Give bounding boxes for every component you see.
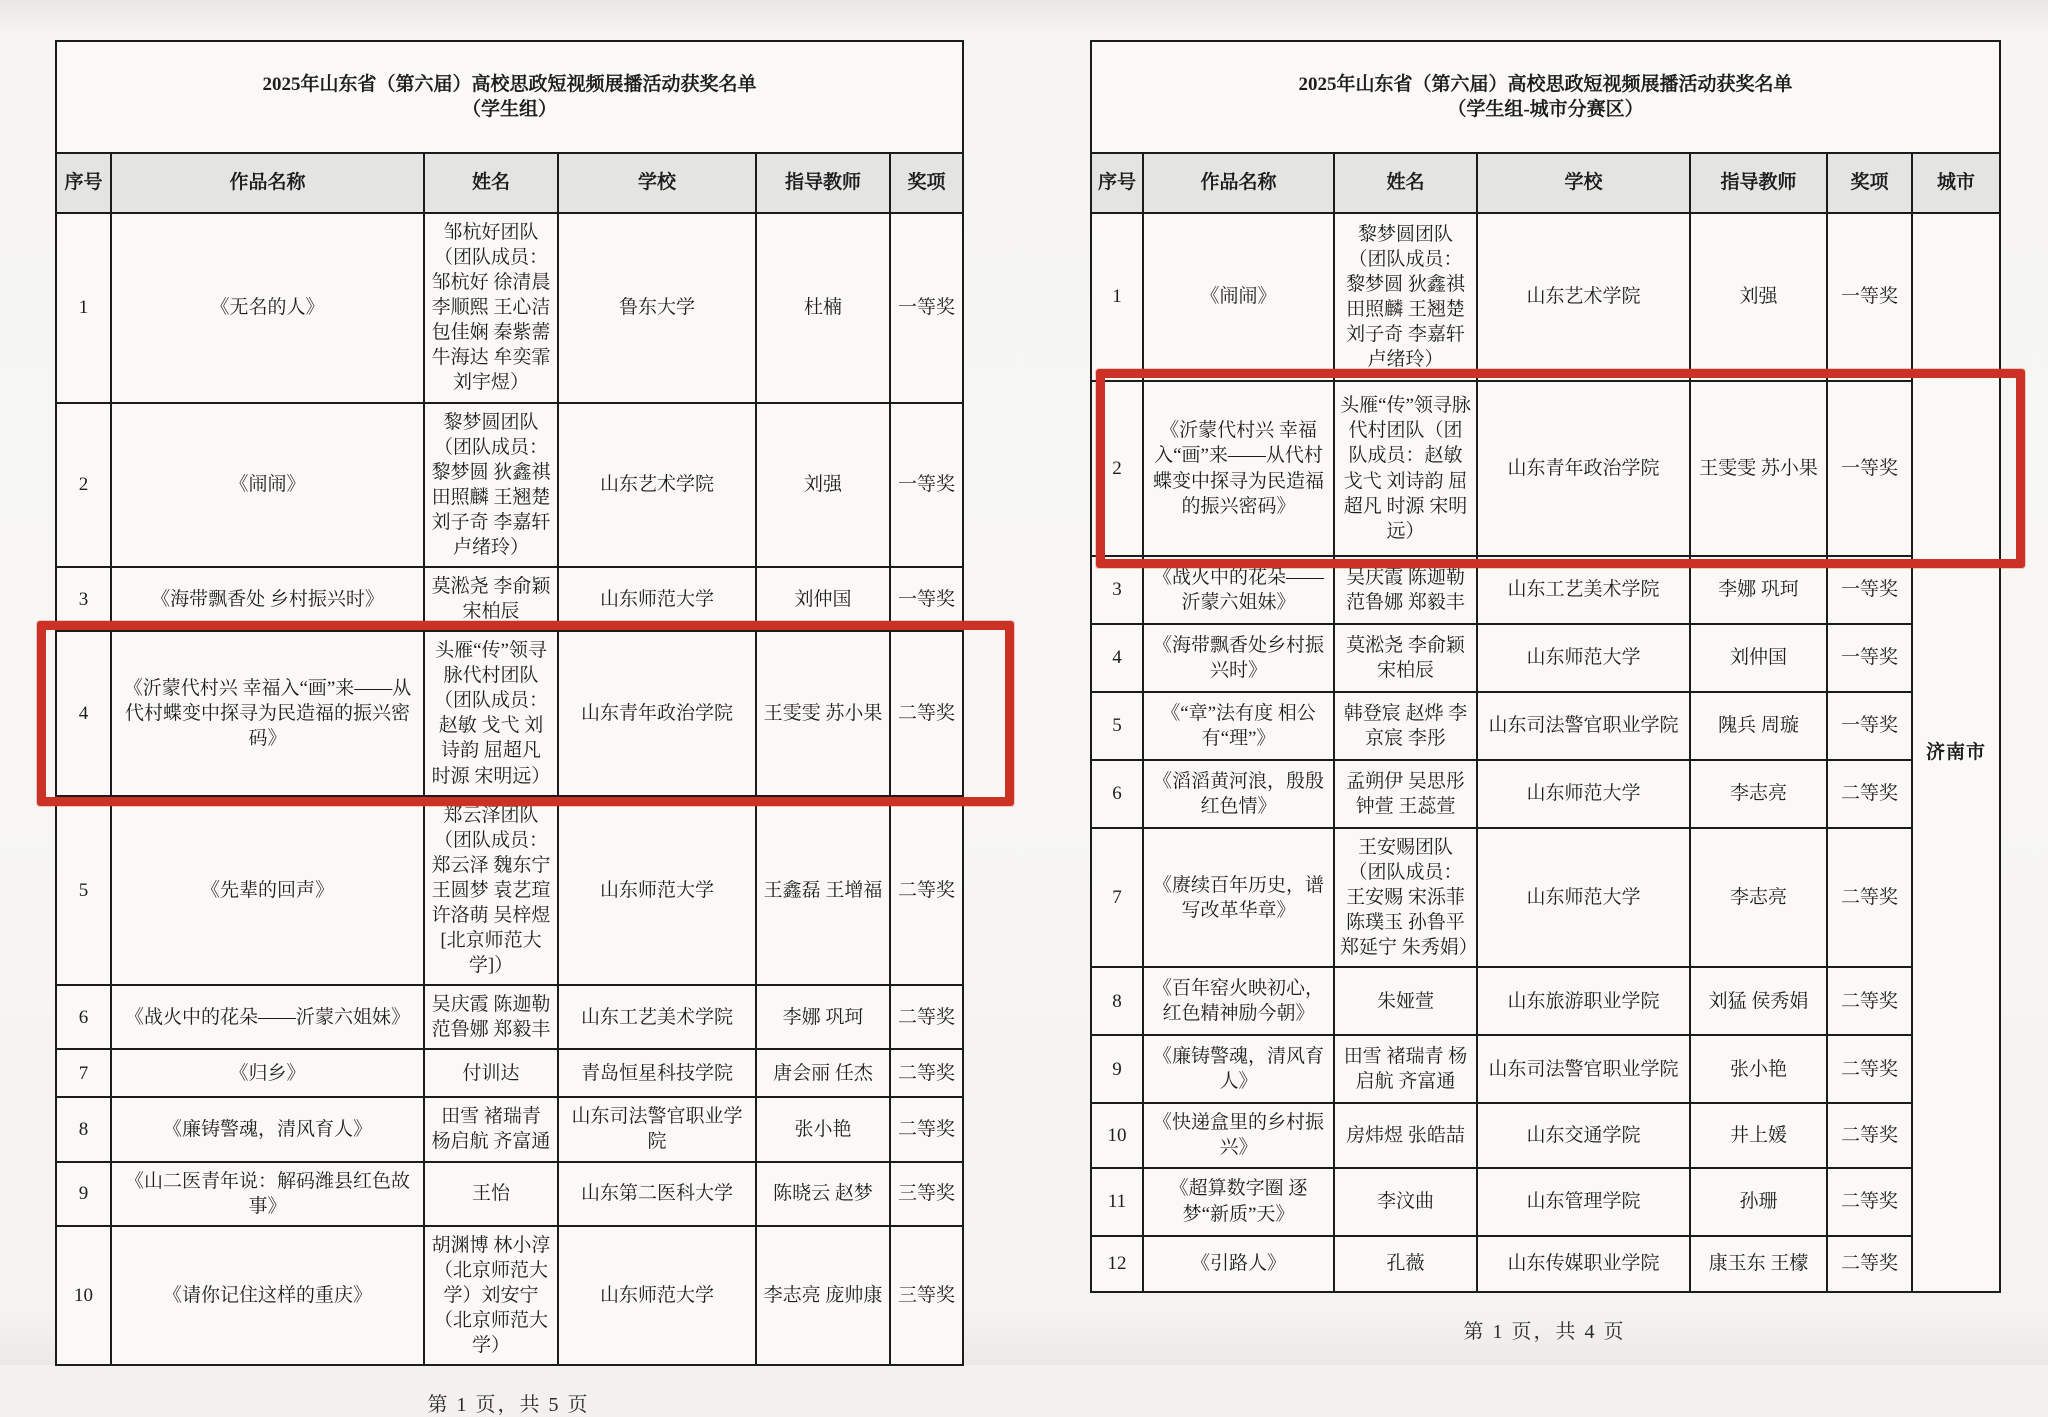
- column-header: 作品名称: [111, 153, 424, 213]
- cell-names: 吴庆霞 陈迦勒 范鲁娜 郑毅丰: [1334, 556, 1477, 624]
- cell-teachers: 陈晓云 赵梦: [756, 1162, 890, 1226]
- cell-work-title: 《闹闹》: [111, 403, 424, 567]
- cell-serial: 11: [1091, 1168, 1143, 1236]
- cell-names: 田雪 褚瑞青 杨启航 齐富通: [1334, 1035, 1477, 1103]
- column-header: 奖项: [890, 153, 963, 213]
- page-footer-right: 第 1 页，共 4 页: [1463, 1320, 1626, 1343]
- cell-award: 一等奖: [890, 213, 963, 403]
- cell-work-title: 《赓续百年历史，谱写改革华章》: [1143, 828, 1334, 967]
- table-row: [1091, 828, 2000, 967]
- cell-names: 郑云泽团队（团队成员：郑云泽 魏东宁 王圆梦 袁艺瑄 许洛萌 吴梓煜[北京师范大学]）: [424, 796, 558, 986]
- cell-names: 莫淞尧 李俞颖 宋柏辰: [424, 567, 558, 631]
- cell-work-title: 《廉铸警魂，清风育人》: [111, 1097, 424, 1161]
- cell-serial: 3: [1091, 556, 1143, 624]
- cell-work-title: 《百年窑火映初心，红色精神励今朝》: [1143, 967, 1334, 1035]
- cell-school: 山东交通学院: [1477, 1103, 1690, 1167]
- column-header: 作品名称: [1143, 153, 1334, 213]
- cell-serial: 8: [1091, 967, 1143, 1035]
- cell-names: 孔薇: [1334, 1236, 1477, 1292]
- cell-teachers: 隗兵 周璇: [1690, 692, 1827, 760]
- cell-serial: 10: [56, 1226, 111, 1365]
- cell-serial: 1: [56, 213, 111, 403]
- cell-names: 头雁“传”领寻脉代村团队（团队成员：赵敏 戈弋 刘诗韵 屈超凡 时源 宋明远）: [1334, 381, 1477, 556]
- cell-names: 孟朔伊 吴思彤 钟萱 王蕊萱: [1334, 760, 1477, 828]
- cell-award: 三等奖: [890, 1226, 963, 1365]
- column-header: 城市: [1912, 153, 2000, 213]
- cell-award: 二等奖: [1827, 1103, 1912, 1167]
- cell-school: 山东师范大学: [1477, 828, 1690, 967]
- table-row: [1091, 967, 2000, 1035]
- table-row: [1091, 624, 2000, 692]
- column-header: 姓名: [1334, 153, 1477, 213]
- cell-award: 一等奖: [1827, 213, 1912, 381]
- cell-teachers: 李志亮: [1690, 828, 1827, 967]
- table-row: [56, 403, 963, 567]
- table-row: [56, 567, 963, 631]
- cell-award: 二等奖: [1827, 1035, 1912, 1103]
- cell-serial: 6: [56, 985, 111, 1049]
- cell-work-title: 《山二医青年说：解码潍县红色故事》: [111, 1162, 424, 1226]
- cell-teachers: 李志亮: [1690, 760, 1827, 828]
- cell-names: 莫淞尧 李俞颖 宋柏辰: [1334, 624, 1477, 692]
- cell-names: 李汶曲: [1334, 1168, 1477, 1236]
- column-header: 序号: [56, 153, 111, 213]
- cell-teachers: 杜楠: [756, 213, 890, 403]
- cell-school: 山东艺术学院: [558, 403, 756, 567]
- award-table-city-division: [1090, 40, 1999, 1344]
- page-footer-left: 第 1 页，共 5 页: [427, 1394, 590, 1417]
- cell-school: 山东工艺美术学院: [558, 985, 756, 1049]
- cell-school: 山东传媒职业学院: [1477, 1236, 1690, 1292]
- cell-work-title: 《战火中的花朵——沂蒙六姐妹》: [111, 985, 424, 1049]
- cell-serial: 7: [56, 1049, 111, 1097]
- cell-teachers: 井上媛: [1690, 1103, 1827, 1167]
- cell-serial: 6: [1091, 760, 1143, 828]
- cell-serial: 7: [1091, 828, 1143, 967]
- cell-school: 山东青年政治学院: [558, 631, 756, 795]
- cell-school: 山东师范大学: [558, 567, 756, 631]
- table-row: [1091, 692, 2000, 760]
- cell-serial: 2: [56, 403, 111, 567]
- cell-work-title: 《闹闹》: [1143, 213, 1334, 381]
- table-row: [1091, 213, 2000, 381]
- cell-teachers: 李娜 巩珂: [1690, 556, 1827, 624]
- cell-serial: 10: [1091, 1103, 1143, 1167]
- table-row: [1091, 760, 2000, 828]
- award-table-left: [55, 40, 964, 1366]
- table-row: [1091, 381, 2000, 556]
- cell-award: 二等奖: [1827, 760, 1912, 828]
- cell-teachers: 刘猛 侯秀娟: [1690, 967, 1827, 1035]
- award-table-right: [1090, 40, 2001, 1293]
- cell-award: 一等奖: [1827, 624, 1912, 692]
- cell-teachers: 李娜 巩珂: [756, 985, 890, 1049]
- cell-school: 山东青年政治学院: [1477, 381, 1690, 556]
- cell-school: 山东第二医科大学: [558, 1162, 756, 1226]
- table-row: [56, 1162, 963, 1226]
- table-title: 2025年山东省（第六届）高校思政短视频展播活动获奖名单 （学生组）: [56, 41, 963, 153]
- cell-names: 付训达: [424, 1049, 558, 1097]
- cell-teachers: 唐会丽 任杰: [756, 1049, 890, 1097]
- award-table-student-group: [55, 40, 962, 1417]
- column-header: 序号: [1091, 153, 1143, 213]
- cell-work-title: 《“章”法有度 相公有“理”》: [1143, 692, 1334, 760]
- cell-names: 黎梦圆团队（团队成员：黎梦圆 狄鑫祺 田照麟 王翘楚 刘子奇 李嘉轩 卢绪玲）: [424, 403, 558, 567]
- cell-work-title: 《海带飘香处 乡村振兴时》: [111, 567, 424, 631]
- cell-work-title: 《无名的人》: [111, 213, 424, 403]
- column-header: 奖项: [1827, 153, 1912, 213]
- cell-work-title: 《请你记住这样的重庆》: [111, 1226, 424, 1365]
- cell-city: 济南市: [1912, 213, 2000, 1292]
- cell-award: 一等奖: [1827, 692, 1912, 760]
- cell-serial: 9: [1091, 1035, 1143, 1103]
- cell-work-title: 《超算数字圈 逐梦“新质”天》: [1143, 1168, 1334, 1236]
- cell-school: 山东师范大学: [558, 796, 756, 986]
- cell-serial: 5: [56, 796, 111, 986]
- cell-school: 山东管理学院: [1477, 1168, 1690, 1236]
- cell-teachers: 张小艳: [756, 1097, 890, 1161]
- cell-school: 山东司法警官职业学院: [558, 1097, 756, 1161]
- cell-work-title: 《快递盒里的乡村振兴》: [1143, 1103, 1334, 1167]
- table-row: [56, 796, 963, 986]
- column-header: 姓名: [424, 153, 558, 213]
- cell-school: 山东师范大学: [558, 1226, 756, 1365]
- cell-award: 二等奖: [890, 1049, 963, 1097]
- cell-work-title: 《沂蒙代村兴 幸福入“画”来——从代村蝶变中探寻为民造福的振兴密码》: [111, 631, 424, 795]
- column-header: 指导教师: [756, 153, 890, 213]
- cell-award: 二等奖: [890, 631, 963, 795]
- cell-award: 二等奖: [890, 1097, 963, 1161]
- cell-names: 胡渊博 林小淳（北京师范大学）刘安宁（北京师范大学）: [424, 1226, 558, 1365]
- cell-school: 山东师范大学: [1477, 624, 1690, 692]
- cell-school: 青岛恒星科技学院: [558, 1049, 756, 1097]
- cell-award: 二等奖: [890, 985, 963, 1049]
- cell-names: 韩登宸 赵烨 李京宸 李彤: [1334, 692, 1477, 760]
- cell-serial: 8: [56, 1097, 111, 1161]
- table-row: [56, 1097, 963, 1161]
- cell-serial: 4: [1091, 624, 1143, 692]
- cell-school: 鲁东大学: [558, 213, 756, 403]
- cell-names: 邹杭好团队（团队成员：邹杭好 徐清晨 李顺熙 王心洁 包佳娴 秦紫薷 牛海达 牟奕霏 刘宇煜）: [424, 213, 558, 403]
- cell-teachers: 王雯雯 苏小果: [756, 631, 890, 795]
- cell-work-title: 《沂蒙代村兴 幸福入“画”来——从代村蝶变中探寻为民造福的振兴密码》: [1143, 381, 1334, 556]
- table-row: [1091, 1035, 2000, 1103]
- cell-award: 一等奖: [1827, 381, 1912, 556]
- cell-school: 山东艺术学院: [1477, 213, 1690, 381]
- cell-teachers: 王鑫磊 王增福: [756, 796, 890, 986]
- cell-award: 二等奖: [1827, 1236, 1912, 1292]
- cell-teachers: 刘仲国: [1690, 624, 1827, 692]
- cell-award: 二等奖: [1827, 1168, 1912, 1236]
- cell-award: 三等奖: [890, 1162, 963, 1226]
- cell-teachers: 刘强: [756, 403, 890, 567]
- cell-work-title: 《先辈的回声》: [111, 796, 424, 986]
- cell-names: 王安赐团队（团队成员：王安赐 宋泺菲 陈璞玉 孙鲁平 郑延宁 朱秀娟）: [1334, 828, 1477, 967]
- cell-teachers: 康玉东 王檬: [1690, 1236, 1827, 1292]
- cell-school: 山东旅游职业学院: [1477, 967, 1690, 1035]
- table-row: [56, 1226, 963, 1365]
- cell-teachers: 李志亮 庞帅康: [756, 1226, 890, 1365]
- cell-serial: 9: [56, 1162, 111, 1226]
- cell-teachers: 刘仲国: [756, 567, 890, 631]
- cell-work-title: 《廉铸警魂，清风育人》: [1143, 1035, 1334, 1103]
- cell-award: 二等奖: [1827, 967, 1912, 1035]
- table-row: [1091, 556, 2000, 624]
- cell-serial: 3: [56, 567, 111, 631]
- cell-award: 一等奖: [1827, 556, 1912, 624]
- cell-names: 房炜煜 张皓喆: [1334, 1103, 1477, 1167]
- cell-names: 朱娅萱: [1334, 967, 1477, 1035]
- cell-school: 山东工艺美术学院: [1477, 556, 1690, 624]
- table-row: [56, 1049, 963, 1097]
- cell-serial: 1: [1091, 213, 1143, 381]
- cell-school: 山东司法警官职业学院: [1477, 1035, 1690, 1103]
- header-row: [1091, 153, 2000, 213]
- cell-work-title: 《归乡》: [111, 1049, 424, 1097]
- cell-work-title: 《海带飘香处乡村振兴时》: [1143, 624, 1334, 692]
- table-row: [1091, 1236, 2000, 1292]
- cell-names: 王怡: [424, 1162, 558, 1226]
- cell-serial: 2: [1091, 381, 1143, 556]
- cell-serial: 5: [1091, 692, 1143, 760]
- table-title: 2025年山东省（第六届）高校思政短视频展播活动获奖名单 （学生组-城市分赛区）: [1091, 41, 2000, 153]
- column-header: 指导教师: [1690, 153, 1827, 213]
- column-header: 学校: [1477, 153, 1690, 213]
- table-row: [1091, 1168, 2000, 1236]
- cell-school: 山东师范大学: [1477, 760, 1690, 828]
- table-row: [56, 213, 963, 403]
- cell-work-title: 《战火中的花朵——沂蒙六姐妹》: [1143, 556, 1334, 624]
- column-header: 学校: [558, 153, 756, 213]
- header-row: [56, 153, 963, 213]
- cell-teachers: 孙珊: [1690, 1168, 1827, 1236]
- cell-names: 黎梦圆团队（团队成员：黎梦圆 狄鑫祺 田照麟 王翘楚 刘子奇 李嘉轩 卢绪玲）: [1334, 213, 1477, 381]
- cell-award: 一等奖: [890, 403, 963, 567]
- cell-teachers: 张小艳: [1690, 1035, 1827, 1103]
- cell-award: 一等奖: [890, 567, 963, 631]
- cell-school: 山东司法警官职业学院: [1477, 692, 1690, 760]
- cell-work-title: 《滔滔黄河浪，殷殷红色情》: [1143, 760, 1334, 828]
- cell-names: 吴庆霞 陈迦勒 范鲁娜 郑毅丰: [424, 985, 558, 1049]
- cell-serial: 4: [56, 631, 111, 795]
- table-row: [56, 631, 963, 795]
- cell-award: 二等奖: [1827, 828, 1912, 967]
- table-row: [56, 985, 963, 1049]
- table-row: [1091, 1103, 2000, 1167]
- cell-teachers: 刘强: [1690, 213, 1827, 381]
- cell-names: 头雁“传”领寻脉代村团队（团队成员：赵敏 戈弋 刘诗韵 屈超凡 时源 宋明远）: [424, 631, 558, 795]
- cell-names: 田雪 褚瑞青 杨启航 齐富通: [424, 1097, 558, 1161]
- cell-award: 二等奖: [890, 796, 963, 986]
- cell-teachers: 王雯雯 苏小果: [1690, 381, 1827, 556]
- cell-serial: 12: [1091, 1236, 1143, 1292]
- cell-work-title: 《引路人》: [1143, 1236, 1334, 1292]
